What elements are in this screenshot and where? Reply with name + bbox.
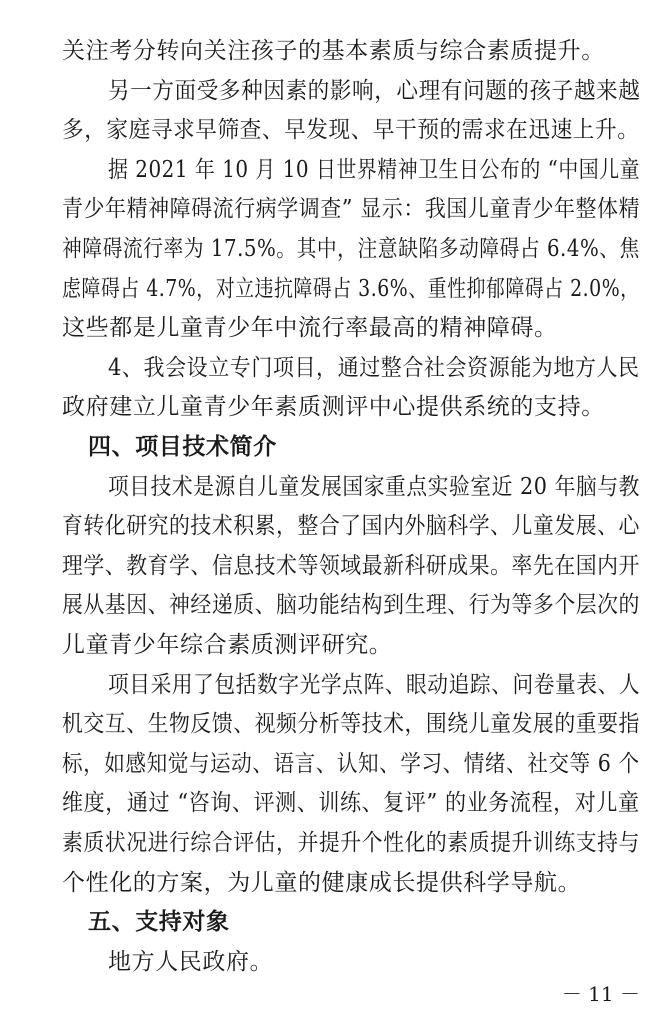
text-line: 项目技术是源自儿童发展国家重点实验室近 20 年脑与教	[108, 473, 640, 500]
text-line: 政府建立儿童青少年素质测评中心提供系统的支持。	[62, 394, 605, 421]
text-line: 青少年精神障碍流行病学调查” 显示：我国儿童青少年整体精	[62, 196, 641, 223]
text-line: 标，如感知觉与运动、语言、认知、学习、情绪、社交等 6 个	[62, 750, 640, 777]
text-line: 4、我会设立专门项目，通过整合社会资源能为地方人民	[108, 354, 640, 381]
text-line: 维度，通过 “咨询、评测、训练、复评” 的业务流程，对儿童	[62, 790, 640, 817]
text-line: 机交互、生物反馈、视频分析等技术，围绕儿童发展的重要指	[62, 711, 640, 738]
text-line: 育转化研究的技术积累，整合了国内外脑科学、儿童发展、心	[62, 513, 640, 540]
text-line: 项目采用了包括数字光学点阵、眼动追踪、问卷量表、人	[108, 671, 641, 698]
text-line: 个性化的方案，为儿童的健康成长提供科学导航。	[62, 869, 582, 896]
text-line: 展从基因、神经递质、脑功能结构到生理、行为等多个层次的	[62, 592, 640, 619]
text-line: 关注考分转向关注孩子的基本素质与综合素质提升。	[62, 38, 605, 64]
text-line: 虑障碍占 4.7%，对立违抗障碍占 3.6%、重性抑郁障碍占 2.0%，	[62, 275, 640, 302]
text-line: 多，家庭寻求早筛查、早发现、早干预的需求在迅速上升。	[62, 117, 640, 144]
text-line: 神障碍流行率为 17.5%。其中，注意缺陷多动障碍占 6.4%、焦	[62, 236, 640, 262]
text-line: 据 2021 年 10 月 10 日世界精神卫生日公布的 “中国儿童	[108, 156, 641, 183]
text-line: 另一方面受多种因素的影响，心理有问题的孩子越来越	[108, 77, 641, 104]
text-line: 这些都是儿童青少年中流行率最高的精神障碍。	[62, 315, 558, 342]
page-number: － 11 －	[561, 982, 640, 1006]
section-heading: 五、支持对象	[88, 908, 230, 936]
text-line: 素质状况进行综合评估，并提升个性化的素质提升训练支持与	[62, 830, 640, 856]
section-heading: 四、项目技术简介	[88, 433, 277, 460]
text-line: 理学、教育学、信息技术等领域最新科研成果。率先在国内开	[62, 552, 640, 579]
text-line: 地方人民政府。	[108, 948, 274, 975]
text-line: 儿童青少年综合素质测评研究。	[62, 632, 393, 658]
